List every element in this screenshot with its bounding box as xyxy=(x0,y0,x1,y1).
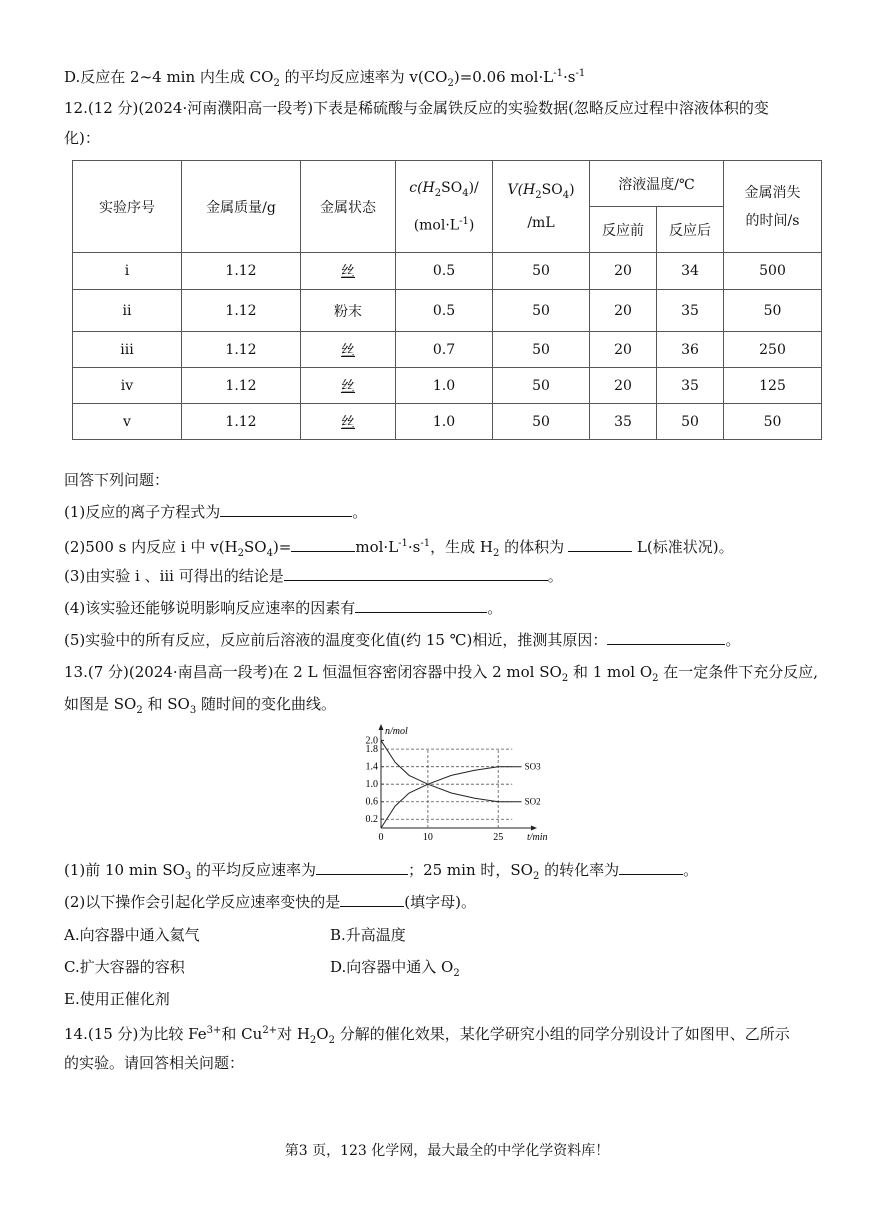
cell-time: 125 xyxy=(724,368,822,404)
series-label-so3: SO3 xyxy=(524,761,541,772)
text: (1)反应的离子方程式为 xyxy=(64,503,221,521)
text: )/ xyxy=(468,179,479,196)
answer-blank[interactable] xyxy=(291,537,355,552)
text: 。 xyxy=(683,861,699,879)
text: 13.(7 分)(2024·南昌高一段考)在 2 L 恒温恒容密闭容器中投入 2 mol SO xyxy=(64,663,562,681)
superscript: -1 xyxy=(553,68,563,79)
subscript: 2 xyxy=(447,78,454,89)
text: 和 Cu xyxy=(221,1025,263,1043)
option-d: D.向容器中通入 $O_2$ xyxy=(330,958,460,979)
so2-so3-chart xyxy=(355,726,548,848)
cell-c: 0.5 xyxy=(396,290,493,332)
text: 和 1 mol O xyxy=(568,663,653,681)
answer-blank[interactable] xyxy=(568,537,632,552)
experiment-table xyxy=(72,160,822,440)
cell-time: 50 xyxy=(724,404,822,440)
q12-intro-2 xyxy=(64,128,100,148)
header-seq: 实验序号 xyxy=(73,161,182,253)
text: (2)500 s 内反应 i 中 v(H xyxy=(64,538,238,556)
q13-part1: (1)前 10 $\min SO_3$ 的平均反应速率为 ；25 min 时，$SO_2$ 的转化率为 。 xyxy=(64,861,699,882)
cell-t1: 36 xyxy=(657,332,724,368)
text: )=0.06 mol·L xyxy=(453,68,554,86)
table-row xyxy=(73,290,822,332)
cell-t0: 20 xyxy=(590,332,657,368)
y-tick-label: 0.2 xyxy=(365,814,378,826)
text: ；25 min 时，SO xyxy=(408,861,533,879)
text: 。 xyxy=(547,567,563,585)
q14-intro-2 xyxy=(64,1053,244,1073)
q12-part1 xyxy=(64,502,367,522)
q12-intro xyxy=(64,98,769,118)
text: 的转化率为 xyxy=(539,861,620,879)
cell-t1: 34 xyxy=(657,253,724,290)
text: 。 xyxy=(352,503,368,521)
text: D.反应在 2~4 min 内生成 CO xyxy=(64,68,274,86)
cell-v: 50 xyxy=(493,290,590,332)
y-tick-label: 1.8 xyxy=(365,744,378,756)
q12-part5 xyxy=(64,630,740,650)
table-row xyxy=(73,368,822,404)
text: c(H xyxy=(409,179,435,196)
q12-part2: (2)500 s 内反应 i 中 $v(H_2SO_4)= mol\cdot L^{-1}\cdot s^{-1}$，生成 $H_2$ 的体积为 L(标准状况)。 xyxy=(64,538,734,559)
text: )= xyxy=(272,538,292,556)
option-e: E.使用正催化剂 xyxy=(64,990,170,1008)
cell-mass: 1.12 xyxy=(182,404,301,440)
table-row xyxy=(73,332,822,368)
option-d-line: D.反应在 2~4 min 内生成 $CO_2$ 的平均反应速率为 $v(CO_2)=0.06$ $mol\cdot L^{-1}\cdot s^{-1}$ xyxy=(64,68,586,89)
cell-id: iv xyxy=(73,368,182,404)
y-tick-label: 1.4 xyxy=(365,761,378,773)
y-axis-label: n/mol xyxy=(385,726,408,737)
cell-mass: 1.12 xyxy=(182,290,301,332)
q13-intro: 13.(7 分)(2024·南昌高一段考)在 2 L 恒温恒容密闭容器中投入 2 mol $SO_2$ 和 1 mol $O_2$ 在一定条件下充分反应, xyxy=(64,663,819,684)
text: 分解的催化效果，某化学研究小组的同学分别设计了如图甲、乙所示 xyxy=(334,1025,790,1043)
option-c: C.扩大容器的容积 xyxy=(64,958,185,976)
text: 12.(12 分)(2024·河南濮阳高一段考)下表是稀硫酸与金属铁反应的实验数据(忽略反应过程中溶液体积的变 xyxy=(64,99,769,117)
text: V(H xyxy=(507,181,536,198)
q12-part4 xyxy=(64,598,502,618)
text: (3)由实验 i 、iii 可得出的结论是 xyxy=(64,567,284,585)
cell-state: 粉末 xyxy=(301,290,396,332)
cell-v: 50 xyxy=(493,368,590,404)
cell-t0: 20 xyxy=(590,253,657,290)
cell-time: 250 xyxy=(724,332,822,368)
answer-blank[interactable] xyxy=(340,892,404,907)
cell-c: 1.0 xyxy=(396,368,493,404)
header-mass: 金属质量/g xyxy=(182,161,301,253)
header-after: 反应后 xyxy=(657,207,724,253)
cell-c: 1.0 xyxy=(396,404,493,440)
series-line-so2 xyxy=(381,740,522,801)
text: O xyxy=(316,1025,329,1043)
text: ) xyxy=(569,181,575,198)
text: SO xyxy=(441,179,463,196)
cell-time: 50 xyxy=(724,290,822,332)
y-tick-label: 2.0 xyxy=(365,735,378,747)
answer-blank[interactable] xyxy=(316,860,408,875)
header-temp: 溶液温度/℃ xyxy=(590,161,724,207)
text: 金属消失 xyxy=(744,184,801,201)
cell-v: 50 xyxy=(493,253,590,290)
header-time xyxy=(724,161,822,253)
text: 化)： xyxy=(64,129,100,147)
header-vol: $V(H_2SO_4)$ /mL xyxy=(493,161,590,253)
text: (2)以下操作会引起化学反应速率变快的是 xyxy=(64,893,341,911)
series-label-so2: SO2 xyxy=(524,796,541,807)
option-a: A.向容器中通入氦气 xyxy=(64,926,200,944)
x-tick-label: 25 xyxy=(493,832,504,843)
cell-id: ii xyxy=(73,290,182,332)
cell-c: 0.7 xyxy=(396,332,493,368)
cell-mass: 1.12 xyxy=(182,368,301,404)
cell-t1: 50 xyxy=(657,404,724,440)
cell-state: 丝 xyxy=(301,368,396,404)
text: (4)该实验还能够说明影响反应速率的因素有 xyxy=(64,599,356,617)
cell-state: 丝 xyxy=(301,332,396,368)
text: 在一定条件下充分反应, xyxy=(658,663,819,681)
text: D.向容器中通入 O xyxy=(330,958,454,976)
x-tick-label: 0 xyxy=(378,832,384,843)
text: /mL xyxy=(527,215,555,232)
text: 。 xyxy=(725,631,741,649)
cell-t1: 35 xyxy=(657,368,724,404)
y-tick-label: 0.6 xyxy=(365,796,378,808)
option-b: B.升高温度 xyxy=(330,926,406,944)
text: L(标准状况)。 xyxy=(636,538,734,556)
answer-blank[interactable] xyxy=(619,860,683,875)
cell-t0: 20 xyxy=(590,368,657,404)
text: (填字母)。 xyxy=(404,893,476,911)
text: 如图是 SO xyxy=(64,695,137,713)
q13-intro-2: 如图是 $SO_2$ 和 $SO_3$ 随时间的变化曲线。 xyxy=(64,695,336,716)
text: SO xyxy=(244,538,267,556)
text: 。 xyxy=(487,599,503,617)
cell-id: i xyxy=(73,253,182,290)
cell-state: 丝 xyxy=(301,404,396,440)
x-tick-label: 10 xyxy=(422,832,433,843)
answer-blank[interactable] xyxy=(607,630,725,645)
cell-t1: 35 xyxy=(657,290,724,332)
text: 对 H xyxy=(277,1025,310,1043)
cell-v: 50 xyxy=(493,332,590,368)
q12-part3 xyxy=(64,566,563,586)
text: 回答下列问题： xyxy=(64,471,170,489)
text: 和 SO xyxy=(142,695,190,713)
answer-blank[interactable] xyxy=(355,598,487,613)
answer-blank[interactable] xyxy=(220,502,352,517)
cell-id: v xyxy=(73,404,182,440)
text: 的平均反应速率为 v(CO xyxy=(279,68,448,86)
text: (5)实验中的所有反应，反应前后溶液的温度变化值(约 15 ℃)相近，推测其原因： xyxy=(64,631,608,649)
q12-answer-heading xyxy=(64,470,169,490)
q13-part2 xyxy=(64,892,476,912)
page-footer: 第3 页，123 化学网，最大最全的中学化学资料库！ xyxy=(284,1143,610,1159)
chart-svg xyxy=(355,726,548,848)
cell-state: 丝 xyxy=(301,253,396,290)
header-before: 反应前 xyxy=(590,207,657,253)
text: (mol·L xyxy=(413,217,460,234)
cell-mass: 1.12 xyxy=(182,332,301,368)
text: (1)前 10 min SO xyxy=(64,861,185,879)
header-state: 金属状态 xyxy=(301,161,396,253)
text: 14.(15 分)为比较 Fe xyxy=(64,1025,207,1043)
cell-v: 50 xyxy=(493,404,590,440)
y-tick-label: 1.0 xyxy=(365,779,378,791)
table-row xyxy=(73,253,822,290)
text: 的体积为 xyxy=(499,538,565,556)
superscript: -1 xyxy=(575,68,586,79)
table-row xyxy=(73,404,822,440)
text: 的实验。请回答相关问题： xyxy=(64,1054,245,1072)
x-axis-label: t/min xyxy=(527,832,548,843)
text: 随时间的变化曲线。 xyxy=(196,695,336,713)
cell-t0: 20 xyxy=(590,290,657,332)
header-conc: $c(H_2SO_4)/$ $(mol\cdot L^{-1})$ xyxy=(396,161,493,253)
text: 的时间/s xyxy=(745,212,800,229)
text: SO xyxy=(541,181,563,198)
text: 的平均反应速率为 xyxy=(191,861,317,879)
cell-mass: 1.12 xyxy=(182,253,301,290)
answer-blank[interactable] xyxy=(284,566,548,581)
series-line-so3 xyxy=(381,767,522,828)
y-axis-arrow xyxy=(379,724,384,730)
subscript: 2 xyxy=(273,78,280,89)
q14-intro: 14.(15 分)为比较 $Fe^{3+}$和 $Cu^{2+}$对 $H_2O_2$ 分解的催化效果，某化学研究小组的同学分别设计了如图甲、乙所示 xyxy=(64,1025,790,1046)
x-axis-arrow xyxy=(531,826,537,831)
cell-t0: 35 xyxy=(590,404,657,440)
text: ，生成 H xyxy=(430,538,493,556)
cell-time: 500 xyxy=(724,253,822,290)
cell-c: 0.5 xyxy=(396,253,493,290)
cell-id: iii xyxy=(73,332,182,368)
text: mol·L xyxy=(355,538,399,556)
